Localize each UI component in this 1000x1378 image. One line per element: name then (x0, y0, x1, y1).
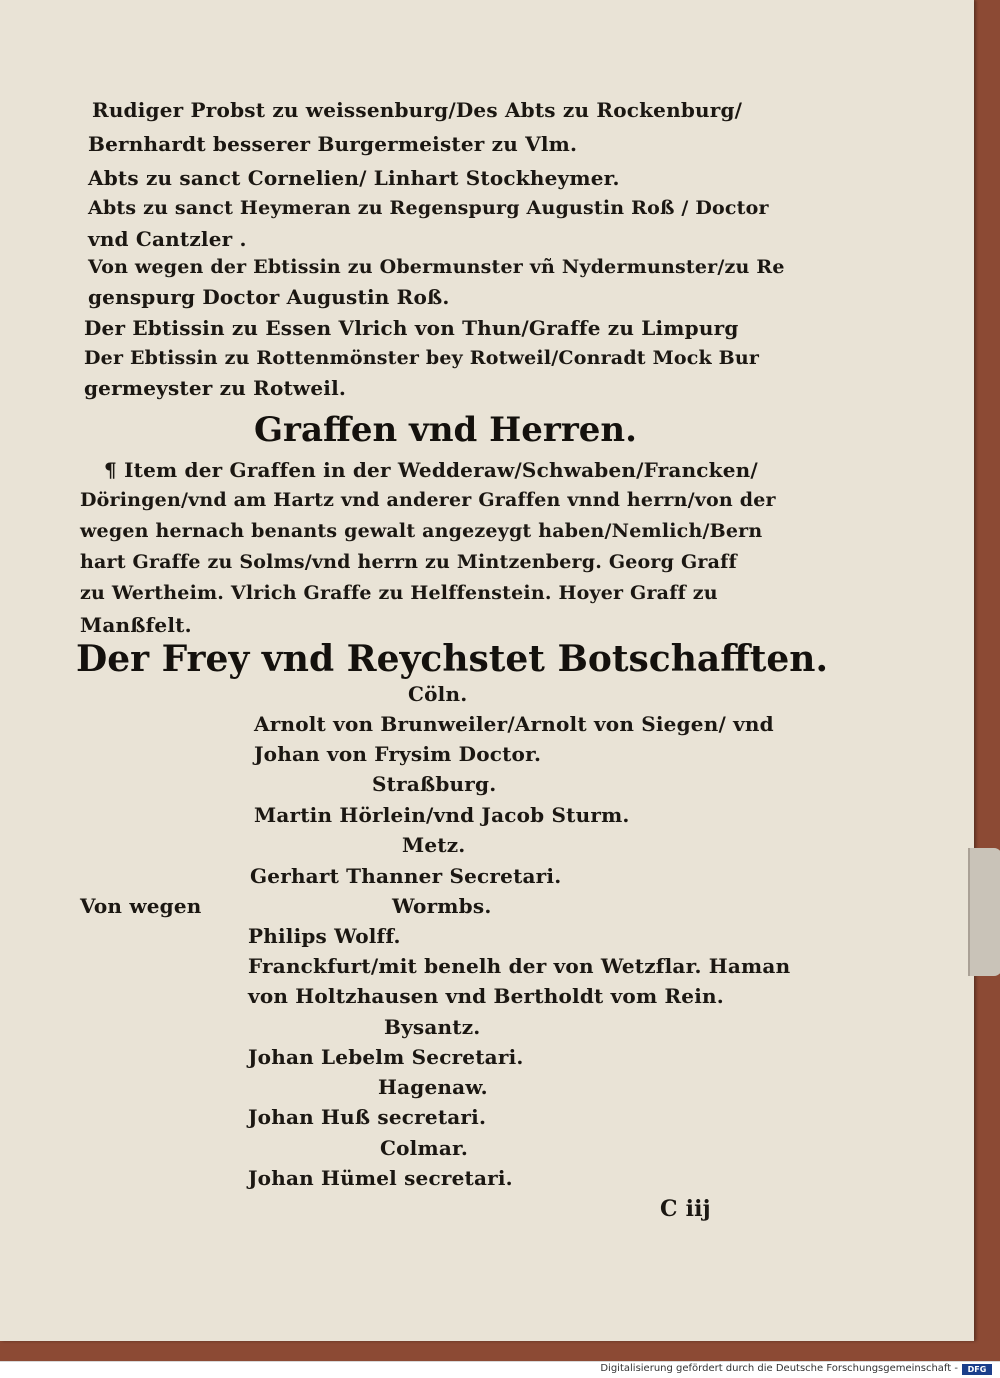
text-line: Abts zu sanct Cornelien/ Linhart Stockheymer. (88, 166, 620, 190)
text-line: Der Ebtissin zu Essen Vlrich von Thun/Graffe zu Limpurg (84, 316, 739, 340)
city-name: Metz. (402, 833, 466, 857)
text-line: ¶ Item der Graffen in der Wedderaw/Schwaben/Francken/ (104, 458, 758, 482)
delegate-line: Arnolt von Brunweiler/Arnolt von Siegen/ vnd (254, 712, 774, 736)
text-line: hart Graffe zu Solms/vnd herrn zu Mintzenberg. Georg Graff (80, 551, 737, 573)
footer-credit: Digitalisierung gefördert durch die Deutsche Forschungsgemeinschaft - (600, 1363, 958, 1374)
text-line: wegen hernach benants gewalt angezeygt haben/Nemlich/Bern (80, 520, 763, 542)
city-name: Cöln. (408, 682, 468, 706)
delegate-line: Johan von Frysim Doctor. (254, 742, 542, 766)
text-line: vnd Cantzler . (88, 227, 247, 251)
text-line: Rudiger Probst zu weissenburg/Des Abts zu Rockenburg/ (92, 98, 743, 122)
delegate-line: Philips Wolff. (248, 924, 401, 948)
delegate-line: Martin Hörlein/vnd Jacob Sturm. (254, 803, 630, 827)
heading-grafen: Graffen vnd Herren. (254, 410, 637, 450)
text-line: Bernhardt besserer Burgermeister zu Vlm. (88, 132, 578, 156)
text-line: Von wegen der Ebtissin zu Obermunster vñ Nydermunster/zu Re (88, 256, 785, 278)
city-name: Bysantz. (384, 1015, 481, 1039)
delegate-line: Johan Lebelm Secretari. (248, 1045, 524, 1069)
delegate-line: Johan Hümel secretari. (248, 1166, 513, 1190)
cover-flap (968, 848, 1000, 976)
text-line: germeyster zu Rotweil. (84, 376, 347, 400)
city-name: Hagenaw. (378, 1075, 488, 1099)
signature-mark: C iij (660, 1196, 711, 1222)
text-line: Manßfelt. (80, 613, 192, 637)
text-line: zu Wertheim. Vlrich Graffe zu Helffenstein. Hoyer Graff zu (80, 582, 718, 604)
city-name: Wormbs. (392, 894, 492, 918)
footer-bar (0, 1361, 1000, 1378)
heading-cities: Der Frey vnd Reychstet Botschafften. (76, 638, 829, 680)
delegate-line: Franckfurt/mit benelh der von Wetzflar. Haman (248, 954, 791, 978)
text-line: Döringen/vnd am Hartz vnd anderer Graffen vnnd herrn/von der (80, 489, 776, 511)
delegate-line: Gerhart Thanner Secretari. (250, 864, 562, 888)
delegate-line: Johan Huß secretari. (248, 1105, 487, 1129)
text-line: genspurg Doctor Augustin Roß. (88, 285, 450, 309)
city-name: Colmar. (380, 1136, 469, 1160)
text-line: Abts zu sanct Heymeran zu Regenspurg Augustin Roß / Doctor (88, 197, 769, 219)
delegate-line: von Holtzhausen vnd Bertholdt vom Rein. (248, 984, 724, 1008)
city-name: Straßburg. (372, 772, 497, 796)
dfg-logo[interactable]: DFG (962, 1364, 992, 1375)
von-wegen-label: Von wegen (80, 894, 202, 918)
text-line: Der Ebtissin zu Rottenmönster bey Rotweil/Conradt Mock Bur (84, 347, 760, 369)
